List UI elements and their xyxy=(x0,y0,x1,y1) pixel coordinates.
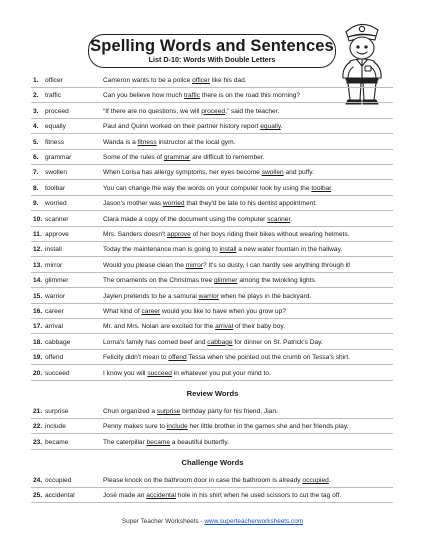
sentence-text: Wanda is a xyxy=(103,138,138,146)
spelling-word: grammar xyxy=(45,154,72,161)
example-sentence xyxy=(103,90,300,102)
spelling-word: became xyxy=(45,438,69,446)
target-word: mirror xyxy=(185,261,203,269)
word-number: 20. xyxy=(33,369,43,377)
target-word: surprise xyxy=(156,408,181,415)
target-word: became xyxy=(146,438,171,446)
challenge-heading: Challenge Words xyxy=(181,458,244,467)
sentence-text: The ornaments on the Christmas tree xyxy=(103,277,215,285)
sentence-text: Paul and Quinn worked on their partner history report xyxy=(103,123,261,131)
sentence-text: among the twinkling lights. xyxy=(237,277,317,285)
row-divider xyxy=(31,380,393,381)
word-row xyxy=(0,291,425,303)
word-row xyxy=(0,275,425,287)
row-divider xyxy=(31,272,393,273)
sentence-text: . xyxy=(290,215,293,223)
target-word: officer xyxy=(192,77,210,84)
sentence-text: Some of the rules of xyxy=(103,154,164,161)
example-sentence xyxy=(103,167,314,179)
word-number: 15. xyxy=(33,292,43,300)
row-divider xyxy=(31,241,393,242)
spelling-word: occupied xyxy=(45,477,72,484)
sentence-text: . xyxy=(328,477,331,484)
spelling-word: cabbage xyxy=(45,338,71,346)
target-word: occupied xyxy=(302,477,329,484)
sentence-text: a beautiful butterfly. xyxy=(170,438,229,446)
sentence-text: Can you believe how much xyxy=(103,92,185,100)
sentence-text: Jason's mother was xyxy=(103,200,163,208)
target-word: arrival xyxy=(215,323,234,331)
sentence-text: Cameron wants to be a police xyxy=(103,77,193,84)
spelling-word: arrival xyxy=(45,323,63,331)
word-row xyxy=(0,167,425,179)
sentence-text: for dinner on St. Patrick's Day. xyxy=(232,338,323,346)
word-row xyxy=(0,437,425,449)
example-sentence xyxy=(103,321,285,333)
sentence-text: her little brother in the games she and her friends play. xyxy=(187,423,349,431)
spelling-word: warrior xyxy=(45,292,66,300)
target-word: scanner xyxy=(267,215,291,223)
sentence-text: are difficult to remember. xyxy=(190,154,265,161)
target-word: succeed xyxy=(147,369,172,377)
example-sentence xyxy=(103,490,341,502)
sentence-text: Please knock on the bathroom door in case the bathroom is already xyxy=(103,477,303,484)
word-row xyxy=(0,121,425,133)
row-divider xyxy=(31,287,393,288)
row-divider xyxy=(31,226,393,227)
row-divider xyxy=(31,418,393,419)
word-row xyxy=(0,244,425,256)
word-number: 21. xyxy=(33,408,43,415)
spelling-word: equally xyxy=(45,123,66,131)
row-divider xyxy=(31,364,393,365)
example-sentence xyxy=(103,291,311,303)
spelling-word: officer xyxy=(45,77,63,84)
target-word: grammar xyxy=(163,154,191,161)
word-number: 22. xyxy=(33,423,43,431)
target-word: career xyxy=(141,308,161,315)
word-number: 5. xyxy=(33,138,39,146)
word-row xyxy=(0,106,425,118)
footer xyxy=(0,517,425,526)
row-divider xyxy=(31,349,393,350)
word-row xyxy=(0,90,425,102)
sentence-text: . xyxy=(280,123,283,131)
spelling-word: succeed xyxy=(45,369,70,377)
sentence-text: Penny makes sure to xyxy=(103,423,167,431)
sentence-text: Lorna's family has corned beef and xyxy=(103,338,208,346)
sentence-text: hole in his shirt when he used scissors to cut the tag off. xyxy=(175,492,342,500)
sentence-text: Mrs. Sanders doesn't xyxy=(103,231,167,238)
target-word: fitness xyxy=(137,138,157,146)
row-divider xyxy=(31,333,393,334)
example-sentence xyxy=(103,75,247,87)
sentence-text: ,” said the teacher. xyxy=(225,107,280,115)
example-sentence xyxy=(103,368,271,380)
row-divider xyxy=(31,87,393,88)
row-divider xyxy=(31,449,393,450)
word-row xyxy=(0,321,425,333)
example-sentence xyxy=(103,137,235,149)
example-sentence xyxy=(103,152,265,164)
word-number: 12. xyxy=(33,246,43,254)
example-sentence xyxy=(103,475,331,487)
word-row xyxy=(0,475,425,487)
sentence-text: “If there are no questions, we will xyxy=(103,107,202,115)
target-word: swollen xyxy=(261,169,284,177)
example-sentence xyxy=(103,106,279,118)
sentence-text: of their baby boy. xyxy=(233,323,286,331)
example-sentence xyxy=(103,275,317,287)
word-number: 19. xyxy=(33,354,43,362)
target-word: install xyxy=(219,246,237,254)
spelling-word: worried xyxy=(45,200,67,208)
word-row xyxy=(0,421,425,433)
word-number: 16. xyxy=(33,308,43,315)
word-number: 7. xyxy=(33,169,39,177)
target-word: include xyxy=(166,423,188,431)
sentence-text: instructor at the local gym. xyxy=(156,138,236,146)
target-word: offend xyxy=(168,354,187,362)
sentence-text: What kind of xyxy=(103,308,142,315)
word-row xyxy=(0,337,425,349)
word-number: 2. xyxy=(33,92,39,100)
sentence-text: ? It's so dusty, I can hardly see anything through it! xyxy=(202,261,351,269)
word-number: 24. xyxy=(33,477,43,484)
spelling-word: surprise xyxy=(45,408,69,415)
target-word: approve xyxy=(166,231,191,238)
word-row xyxy=(0,406,425,418)
sentence-text: You can change the way the words on your computer look by using the xyxy=(103,184,312,192)
row-divider xyxy=(31,210,393,211)
example-sentence xyxy=(103,244,342,256)
footer-text: Super Teacher Worksheets - xyxy=(121,518,205,525)
target-word: cabbage xyxy=(207,338,233,346)
sentence-text: When Lorisa has allergy symptoms, her eyes become xyxy=(103,169,262,177)
word-row xyxy=(0,75,425,87)
target-word: worried xyxy=(162,200,185,208)
sentence-text: in whatever you put your mind to. xyxy=(171,369,271,377)
sentence-text: of her boys riding their bikes without wearing helmets. xyxy=(190,231,350,238)
target-word: glimmer xyxy=(214,277,238,285)
example-sentence xyxy=(103,437,229,449)
spelling-word: include xyxy=(45,423,66,431)
row-divider xyxy=(31,303,393,304)
row-divider xyxy=(31,318,393,319)
spelling-word: offend xyxy=(45,354,64,362)
word-row xyxy=(0,183,425,195)
example-sentence xyxy=(103,337,323,349)
example-sentence xyxy=(103,214,292,226)
sentence-text: and puffy. xyxy=(283,169,314,177)
spelling-word: swollen xyxy=(45,169,67,177)
row-divider xyxy=(31,179,393,180)
word-row xyxy=(0,152,425,164)
example-sentence xyxy=(103,183,333,195)
word-row xyxy=(0,198,425,210)
example-sentence xyxy=(103,352,350,364)
sentence-text: would you like to have when you grow up? xyxy=(160,308,286,315)
word-number: 17. xyxy=(33,323,43,331)
word-number: 6. xyxy=(33,154,39,161)
word-row xyxy=(0,214,425,226)
target-word: accidental xyxy=(146,492,176,500)
target-word: proceed xyxy=(201,107,226,115)
sentence-text: birthday party for his friend, Jian. xyxy=(180,408,278,415)
target-word: equally xyxy=(260,123,281,131)
sentence-text: when he plays in the backyard. xyxy=(218,292,312,300)
spelling-word: scanner xyxy=(45,215,69,223)
sentence-text: . xyxy=(331,184,333,192)
word-number: 13. xyxy=(33,261,43,269)
row-divider xyxy=(31,164,393,165)
spelling-word: glimmer xyxy=(45,277,69,285)
word-number: 9. xyxy=(33,200,39,208)
sentence-text: like his dad. xyxy=(209,77,247,84)
sentence-text: José made an xyxy=(103,492,147,500)
word-row xyxy=(0,229,425,241)
spelling-word: toolbar xyxy=(45,184,66,192)
sentence-text: Today the maintenance man is going to xyxy=(103,246,220,254)
example-sentence xyxy=(103,121,283,133)
spelling-word: install xyxy=(45,246,62,254)
sentence-text: Felicity didn't mean to xyxy=(103,354,169,362)
sentence-text: Jaylen pretends to be a samurai xyxy=(103,292,199,300)
word-number: 3. xyxy=(33,107,39,115)
spelling-word: traffic xyxy=(45,92,62,100)
sentence-text: The caterpillar xyxy=(103,438,147,446)
word-number: 8. xyxy=(33,184,39,192)
sentence-text: Tessa when she pointed out the crumb on Tessa's shirt. xyxy=(186,354,351,362)
row-divider xyxy=(31,102,393,103)
row-divider xyxy=(31,256,393,257)
word-row xyxy=(0,137,425,149)
page-title: Spelling Words and Sentences xyxy=(90,37,334,55)
word-number: 25. xyxy=(33,492,43,500)
word-row xyxy=(0,306,425,318)
row-divider xyxy=(31,149,393,150)
page-subtitle: List D-10: Words With Double Letters xyxy=(148,55,276,64)
word-row xyxy=(0,490,425,502)
sentence-text: a new water fountain in the hallway. xyxy=(236,246,343,254)
sentence-text: Clara made a copy of the document using the computer xyxy=(103,215,268,223)
word-row xyxy=(0,352,425,364)
target-word: toolbar xyxy=(311,184,332,192)
sentence-text: Mr. and Mrs. Nolan are excited for the xyxy=(103,323,216,331)
sentence-text: there is on the road this morning? xyxy=(200,92,301,100)
example-sentence xyxy=(103,198,317,210)
row-divider xyxy=(31,118,393,119)
footer-link[interactable]: www.superteacherworksheets.com xyxy=(204,518,304,525)
word-number: 11. xyxy=(33,231,42,238)
word-number: 18. xyxy=(33,338,43,346)
review-heading: Review Words xyxy=(186,389,239,398)
spelling-word: mirror xyxy=(45,261,63,269)
target-word: warrior xyxy=(198,292,219,300)
row-divider xyxy=(31,133,393,134)
sentence-text: Would you please clean the xyxy=(103,261,186,269)
sentence-text: Chun organized a xyxy=(103,408,157,415)
row-divider xyxy=(31,195,393,196)
row-divider xyxy=(31,487,393,488)
spelling-word: approve xyxy=(45,231,69,238)
sentence-text: I know you will xyxy=(103,369,148,377)
example-sentence xyxy=(103,260,351,272)
word-number: 14. xyxy=(33,277,43,285)
example-sentence xyxy=(103,306,286,318)
spelling-word: fitness xyxy=(45,138,65,146)
word-row xyxy=(0,368,425,380)
example-sentence xyxy=(103,406,278,418)
row-divider xyxy=(31,433,393,434)
example-sentence xyxy=(103,229,349,241)
word-number: 23. xyxy=(33,438,43,446)
word-row xyxy=(0,260,425,272)
spelling-word: accidental xyxy=(45,492,75,500)
example-sentence xyxy=(103,421,348,433)
word-number: 1. xyxy=(33,77,39,84)
spelling-word: career xyxy=(45,308,64,315)
spelling-word: proceed xyxy=(45,107,69,115)
word-number: 10. xyxy=(33,215,43,223)
target-word: traffic xyxy=(184,92,201,100)
row-divider xyxy=(31,502,393,503)
sentence-text: that they'd be late to his dentist appointment. xyxy=(184,200,318,208)
word-number: 4. xyxy=(33,123,39,131)
